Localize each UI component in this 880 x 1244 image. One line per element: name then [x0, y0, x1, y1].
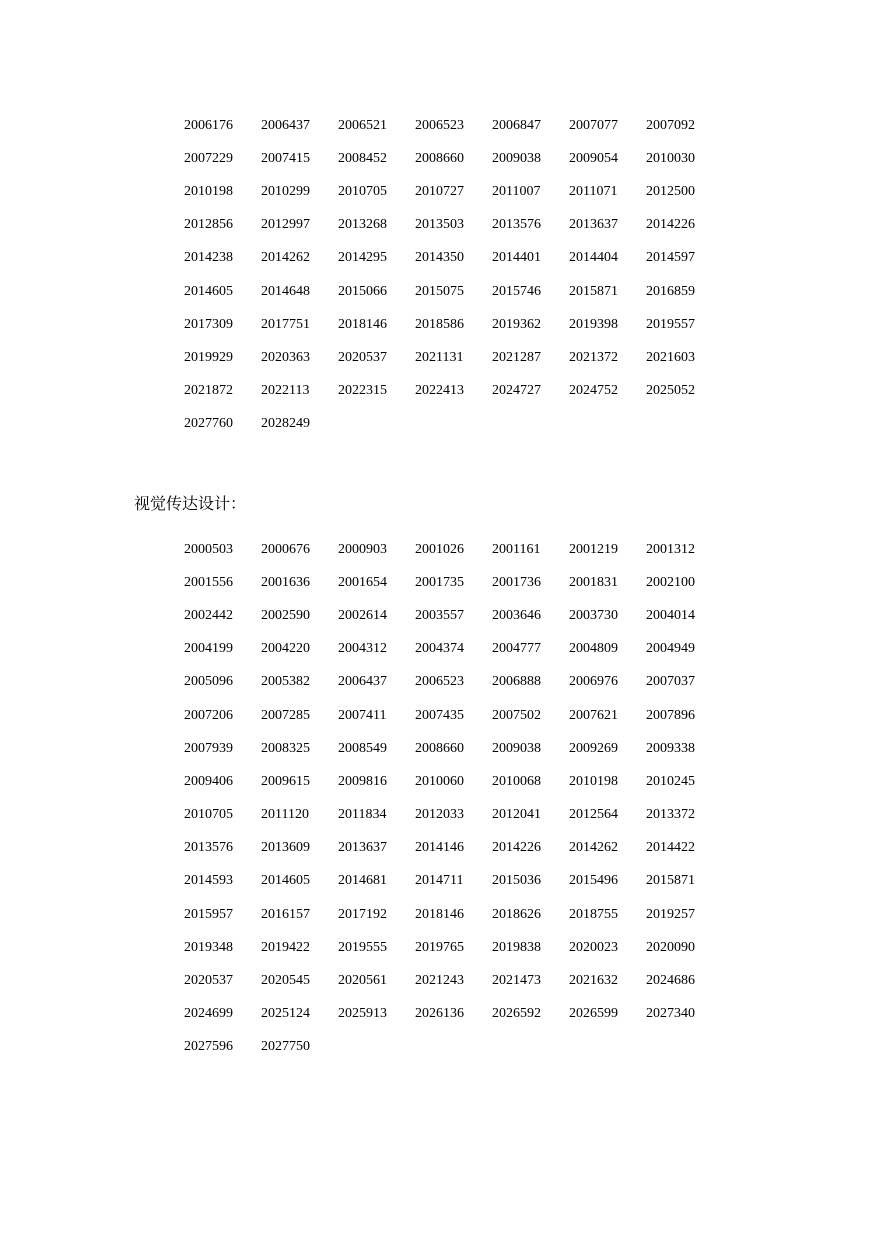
id-number: 2019838: [492, 939, 541, 955]
id-number: 2001556: [184, 574, 233, 590]
id-number: 2026592: [492, 1006, 541, 1022]
id-number: 2010727: [415, 183, 464, 199]
id-number: 2003646: [492, 607, 541, 623]
id-number-grid-2: [184, 533, 744, 1064]
id-number: 2019257: [646, 906, 695, 922]
id-number: 2020090: [646, 939, 695, 955]
id-number: 2025124: [261, 1006, 310, 1022]
id-number: 2002100: [646, 574, 695, 590]
id-number: 2001736: [492, 574, 541, 590]
id-number: 2015075: [415, 283, 464, 299]
id-number: 2007206: [184, 707, 233, 723]
id-number: 2024686: [646, 973, 695, 989]
id-number: 2027750: [261, 1039, 310, 1055]
id-number: 2009269: [569, 740, 618, 756]
id-number: 2002590: [261, 607, 310, 623]
id-number: 2021372: [569, 349, 618, 365]
id-number: 2014226: [646, 217, 695, 233]
id-number: 2010068: [492, 773, 541, 789]
id-number: 2014401: [492, 250, 541, 266]
id-number: 2001161: [492, 541, 541, 557]
id-number: 2012564: [569, 807, 618, 823]
id-number: 2007229: [184, 150, 233, 166]
id-number: 2011071: [569, 183, 618, 199]
id-number: 2019557: [646, 316, 695, 332]
id-number: 2018146: [415, 906, 464, 922]
id-number: 2007415: [261, 150, 310, 166]
id-number: 2019398: [569, 316, 618, 332]
id-number: 2014597: [646, 250, 695, 266]
id-number: 2014262: [261, 250, 310, 266]
id-number: 2012856: [184, 217, 233, 233]
id-number: 2008660: [415, 150, 464, 166]
id-number: 2012997: [261, 217, 310, 233]
id-number: 2004220: [261, 641, 310, 657]
id-number: 2004949: [646, 641, 695, 657]
id-number: 2025913: [338, 1006, 387, 1022]
id-number: 2019765: [415, 939, 464, 955]
id-number: 2011834: [338, 807, 387, 823]
id-number: 2024752: [569, 383, 618, 399]
id-number: 2002614: [338, 607, 387, 623]
id-number: 2009338: [646, 740, 695, 756]
id-number: 2007621: [569, 707, 618, 723]
id-number: 2006176: [184, 117, 233, 133]
id-number: 2009038: [492, 150, 541, 166]
id-number: 2006523: [415, 674, 464, 690]
id-number: 2004312: [338, 641, 387, 657]
id-number: 2014146: [415, 840, 464, 856]
id-number: 2010705: [338, 183, 387, 199]
id-number-grid-1: [184, 109, 744, 441]
id-number: 2000676: [261, 541, 310, 557]
id-number: 2006521: [338, 117, 387, 133]
id-number: 2025052: [646, 383, 695, 399]
id-number: 2008549: [338, 740, 387, 756]
id-number: 2027340: [646, 1006, 695, 1022]
id-number: 2001831: [569, 574, 618, 590]
id-number: 2021632: [569, 973, 618, 989]
id-number: 2007502: [492, 707, 541, 723]
id-number: 2004199: [184, 641, 233, 657]
id-number: 2010060: [415, 773, 464, 789]
id-number: 2001636: [261, 574, 310, 590]
id-number: 2008660: [415, 740, 464, 756]
id-number: 2014238: [184, 250, 233, 266]
id-number: 2001312: [646, 541, 695, 557]
id-number: 2014605: [261, 873, 310, 889]
id-number: 2014422: [646, 840, 695, 856]
id-number: 2011120: [261, 807, 309, 823]
id-number: 2020537: [338, 349, 387, 365]
id-number: 2006976: [569, 674, 618, 690]
id-number: 2018146: [338, 316, 387, 332]
id-number: 2021872: [184, 383, 233, 399]
id-number: 2015871: [646, 873, 695, 889]
id-number: 2012041: [492, 807, 541, 823]
id-number: 2010030: [646, 150, 695, 166]
id-number: 2014226: [492, 840, 541, 856]
id-number: 2020363: [261, 349, 310, 365]
id-number: 2021603: [646, 349, 695, 365]
id-number: 2007037: [646, 674, 695, 690]
id-number: 2019362: [492, 316, 541, 332]
id-number: 2010198: [184, 183, 233, 199]
id-number: 2020545: [261, 973, 310, 989]
id-number: 2016859: [646, 283, 695, 299]
id-number: 2001219: [569, 541, 618, 557]
id-number: 2002442: [184, 607, 233, 623]
id-number: 2004014: [646, 607, 695, 623]
id-number: 2018755: [569, 906, 618, 922]
id-number: 2004374: [415, 641, 464, 657]
id-number: 2022113: [261, 383, 310, 399]
id-number: 2024699: [184, 1006, 233, 1022]
id-number: 2009038: [492, 740, 541, 756]
id-number: 2010299: [261, 183, 310, 199]
id-number: 2020023: [569, 939, 618, 955]
id-number: 2007411: [338, 707, 387, 723]
id-number: 2011007: [492, 183, 541, 199]
id-number: 2015496: [569, 873, 618, 889]
id-number: 2008452: [338, 150, 387, 166]
id-number: 2027760: [184, 416, 233, 432]
id-number: 2026136: [415, 1006, 464, 1022]
id-number: 2012033: [415, 807, 464, 823]
id-number: 2015066: [338, 283, 387, 299]
id-number: 2006847: [492, 117, 541, 133]
id-number: 2007077: [569, 117, 618, 133]
id-number: 2010198: [569, 773, 618, 789]
id-number: 2020561: [338, 973, 387, 989]
id-number: 2003730: [569, 607, 618, 623]
id-number: 2007896: [646, 707, 695, 723]
id-number: 2018626: [492, 906, 541, 922]
id-number: 2009615: [261, 773, 310, 789]
id-number: 2014404: [569, 250, 618, 266]
id-number: 2013372: [646, 807, 695, 823]
id-number: 2016157: [261, 906, 310, 922]
id-number: 2007939: [184, 740, 233, 756]
id-number: 2014648: [261, 283, 310, 299]
id-number: 2007285: [261, 707, 310, 723]
id-number: 2021243: [415, 973, 464, 989]
id-number: 2005096: [184, 674, 233, 690]
id-number: 2021287: [492, 349, 541, 365]
id-number: 2010245: [646, 773, 695, 789]
id-number: 2007092: [646, 117, 695, 133]
id-number: 2009816: [338, 773, 387, 789]
id-number: 2019929: [184, 349, 233, 365]
id-number: 2017751: [261, 316, 310, 332]
id-number: 2021131: [415, 349, 464, 365]
id-number: 2015036: [492, 873, 541, 889]
id-number: 2026599: [569, 1006, 618, 1022]
id-number: 2019555: [338, 939, 387, 955]
id-number: 2014605: [184, 283, 233, 299]
id-number: 2001735: [415, 574, 464, 590]
id-number: 2014295: [338, 250, 387, 266]
id-number: 2008325: [261, 740, 310, 756]
id-number: 2003557: [415, 607, 464, 623]
id-number: 2014350: [415, 250, 464, 266]
id-number: 2006888: [492, 674, 541, 690]
id-number: 2013503: [415, 217, 464, 233]
id-number: 2010705: [184, 807, 233, 823]
id-number: 2018586: [415, 316, 464, 332]
id-number: 2004809: [569, 641, 618, 657]
id-number: 2019422: [261, 939, 310, 955]
id-number: 2020537: [184, 973, 233, 989]
id-number: 2013609: [261, 840, 310, 856]
id-number: 2013637: [338, 840, 387, 856]
id-number: 2001654: [338, 574, 387, 590]
id-number: 2014262: [569, 840, 618, 856]
id-number: 2000503: [184, 541, 233, 557]
id-number: 2007435: [415, 707, 464, 723]
id-number: 2001026: [415, 541, 464, 557]
id-number: 2014711: [415, 873, 464, 889]
id-number: 2015957: [184, 906, 233, 922]
id-number: 2000903: [338, 541, 387, 557]
id-number: 2006437: [261, 117, 310, 133]
id-number: 2013637: [569, 217, 618, 233]
id-number: 2004777: [492, 641, 541, 657]
id-number: 2022413: [415, 383, 464, 399]
id-number: 2014681: [338, 873, 387, 889]
id-number: 2006437: [338, 674, 387, 690]
id-number: 2015871: [569, 283, 618, 299]
id-number: 2028249: [261, 416, 310, 432]
id-number: 2015746: [492, 283, 541, 299]
id-number: 2006523: [415, 117, 464, 133]
id-number: 2017309: [184, 316, 233, 332]
id-number: 2021473: [492, 973, 541, 989]
id-number: 2024727: [492, 383, 541, 399]
id-number: 2009054: [569, 150, 618, 166]
id-number: 2013576: [492, 217, 541, 233]
id-number: 2013576: [184, 840, 233, 856]
id-number: 2013268: [338, 217, 387, 233]
id-number: 2022315: [338, 383, 387, 399]
id-number: 2009406: [184, 773, 233, 789]
id-number: 2019348: [184, 939, 233, 955]
id-number: 2012500: [646, 183, 695, 199]
section-heading: 视觉传达设计：: [134, 496, 247, 513]
id-number: 2017192: [338, 906, 387, 922]
id-number: 2027596: [184, 1039, 233, 1055]
id-number: 2014593: [184, 873, 233, 889]
id-number: 2005382: [261, 674, 310, 690]
